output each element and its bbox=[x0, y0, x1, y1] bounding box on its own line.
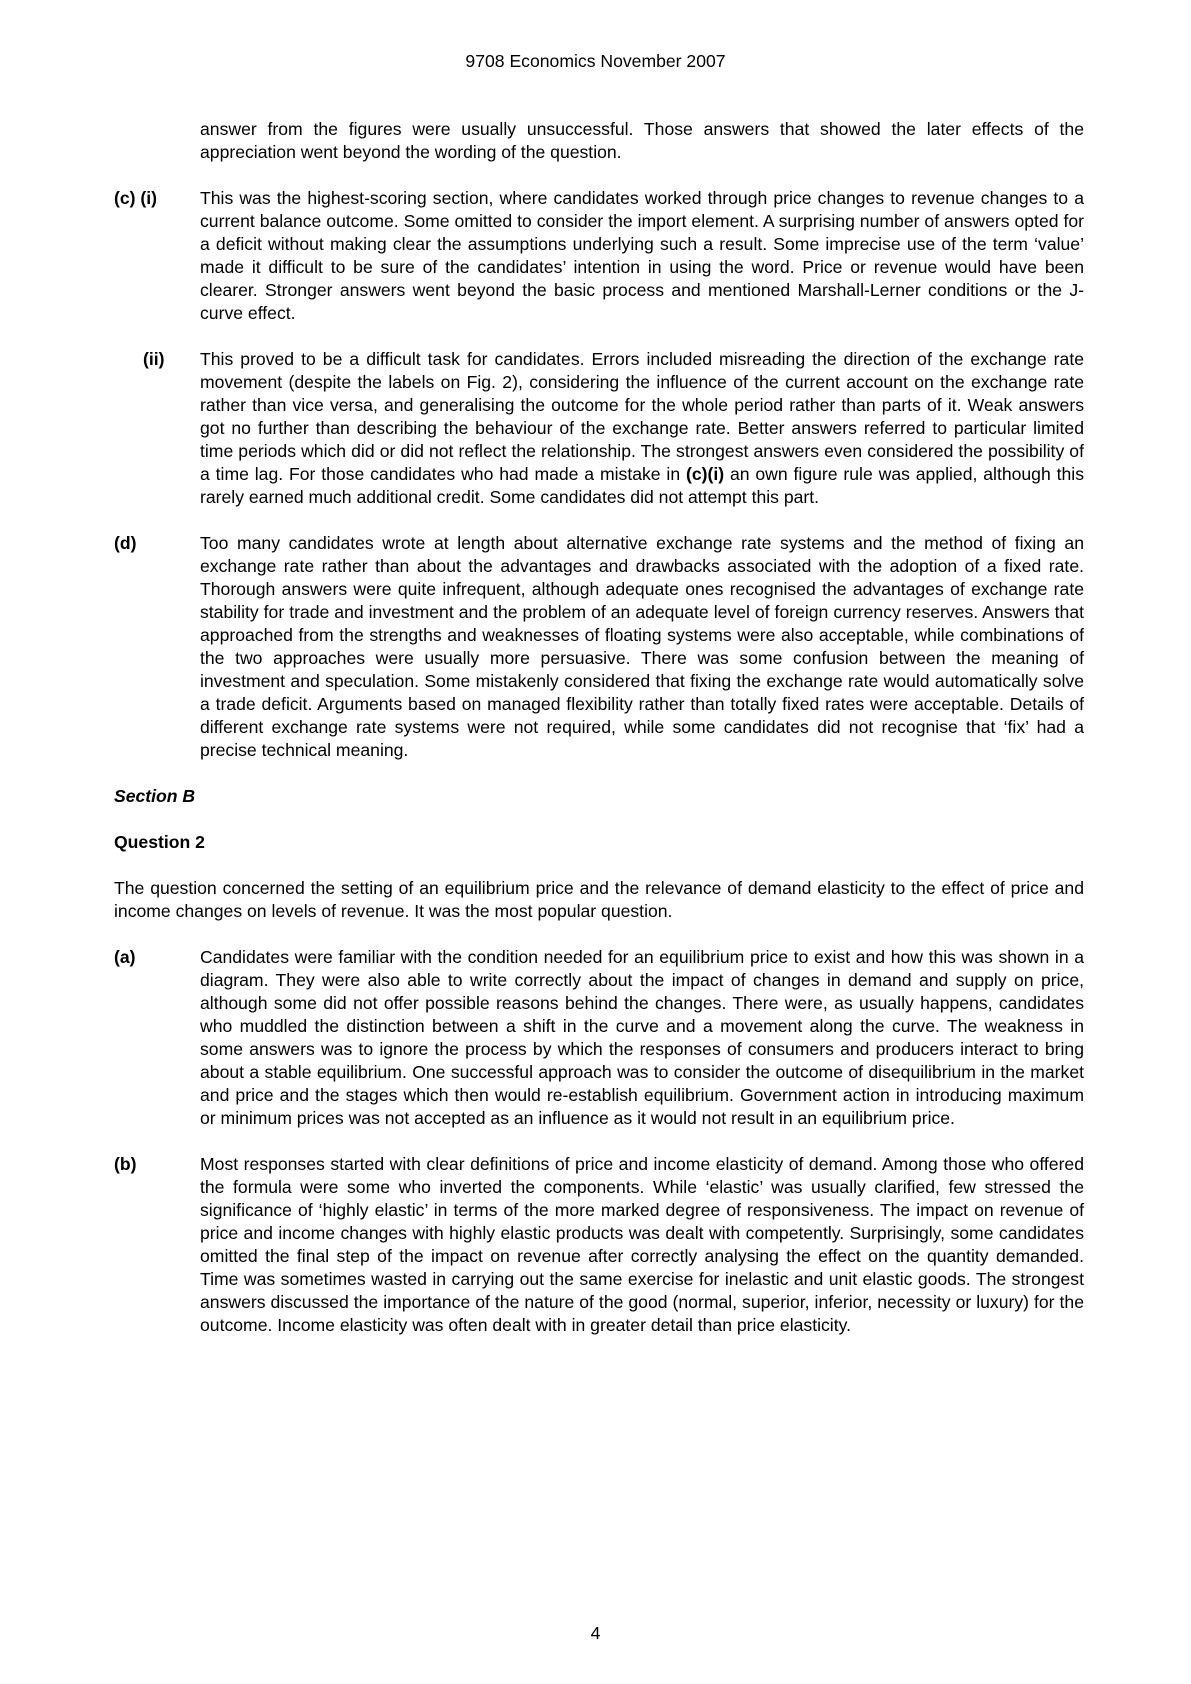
item-text: an own figure rule was applied, although this rarely earned much additional credit. Some candidates did not attempt this part. bbox=[200, 464, 1084, 507]
item-text: Candidates were familiar with the condition needed for an equilibrium price to exist and how this was shown in a diagram. They were also able to write correctly about the impact of changes in demand and supply on price, although some did not offer possible reasons behind the changes. There were, as usually happens, candidates who muddled the distinction between a shift in the curve and a movement along the curve. The weakness in some answers was to ignore the process by which the responses of consumers and producers interact to bring about a stable equilibrium. One successful approach was to consider the outcome of disequilibrium in the market and price and the stages which then would re-establish equilibrium. Government action in introducing maximum or minimum prices was not accepted as an influence as it would not result in an equilibrium price. bbox=[200, 947, 1084, 1128]
item-d bbox=[114, 532, 1084, 762]
item-label: (a) bbox=[114, 947, 136, 967]
item-text: Most responses started with clear definitions of price and income elasticity of demand. Among those who offered the formula were some who inverted the components. While ‘elastic’ was usually clarified, few stressed the significance of ‘highly elastic’ in terms of the more marked degree of responsiveness. The impact on revenue of price and income changes with highly elastic products was dealt with competently. Surprisingly, some candidates omitted the final step of the impact on revenue after correctly analysing the effect on the quantity demanded. Time was sometimes wasted in carrying out the same exercise for inelastic and unit elastic goods. The strongest answers discussed the importance of the nature of the good (normal, superior, inferior, necessity or luxury) for the outcome. Income elasticity was often dealt with in greater detail than price elasticity. bbox=[200, 1154, 1084, 1335]
item-text: This was the highest-scoring section, where candidates worked through price changes to revenue changes to a current balance outcome. Some omitted to consider the import element. A surprising number of answers opted for a deficit without making clear the assumptions underlying such a result. Some imprecise use of the term ‘value’ made it difficult to be sure of the candidates’ intention in using the word. Price or revenue would have been clearer. Stronger answers went beyond the basic process and mentioned Marshall-Lerner conditions or the J-curve effect. bbox=[200, 188, 1084, 323]
item-label: (b) bbox=[114, 1154, 137, 1174]
item-c-i bbox=[114, 187, 1084, 325]
item-q2-a bbox=[114, 946, 1084, 1130]
page-number: 4 bbox=[590, 1623, 601, 1643]
item-text: This proved to be a difficult task for candidates. Errors included misreading the direction of the exchange rate movement (despite the labels on Fig. 2), considering the influence of the current account on the exchange rate rather than vice versa, and generalising the outcome for the whole period rather than parts of it. Weak answers got no further than describing the behaviour of the exchange rate. Better answers referred to particular limited time periods which did or did not reflect the relationship. The strongest answers even considered the possibility of a time lag. For those candidates who had made a mistake in bbox=[200, 349, 1084, 484]
item-label: (c) (i) bbox=[114, 188, 157, 208]
item-text: Too many candidates wrote at length about alternative exchange rate systems and the method of fixing an exchange rate rather than about the advantages and drawbacks associated with the adoption of a fixed rate. Thorough answers were quite infrequent, although adequate ones recognised the advantages of exchange rate stability for trade and investment and the problem of an adequate level of foreign currency reserves. Answers that approached from the strengths and weaknesses of floating systems were also acceptable, while combinations of the two approaches were usually more persuasive. There was some confusion between the meaning of investment and speculation. Some mistakenly considered that fixing the exchange rate would automatically solve a trade deficit. Arguments based on managed flexibility rather than totally fixed rates were acceptable. Details of different exchange rate systems were not required, while some candidates did not recognise that ‘fix’ had a precise technical meaning. bbox=[200, 533, 1084, 760]
page-header: 9708 Economics November 2007 bbox=[465, 51, 726, 71]
document-body bbox=[114, 118, 1084, 1337]
continuation-paragraph: answer from the figures were usually unsuccessful. Those answers that showed the later effects of the appreciation went beyond the wording of the question. bbox=[200, 119, 1084, 162]
question-intro: The question concerned the setting of an equilibrium price and the relevance of demand elasticity to the effect of price and income changes on levels of revenue. It was the most popular question. bbox=[114, 878, 1084, 921]
item-label: (ii) bbox=[143, 349, 165, 369]
section-heading: Section B bbox=[114, 786, 196, 806]
item-q2-b bbox=[114, 1153, 1084, 1337]
item-label: (d) bbox=[114, 533, 137, 553]
question-heading: Question 2 bbox=[114, 832, 205, 852]
item-c-ii bbox=[114, 348, 1084, 509]
item-text-reference: (c)(i) bbox=[686, 464, 725, 484]
